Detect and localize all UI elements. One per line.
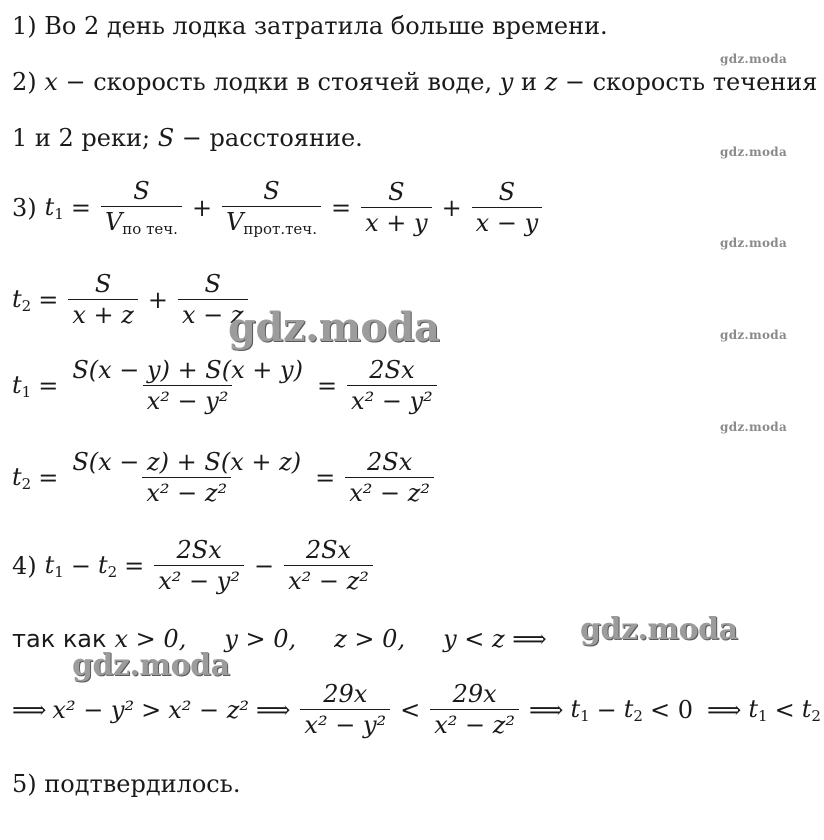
watermark-small-4: gdz.moda xyxy=(720,328,788,342)
text-rivers: 1 и 2 реки; xyxy=(12,124,158,152)
equals-sign: = xyxy=(315,464,336,492)
fraction-s-over-x-plus-y: $\frac{S}{x + y}$ xyxy=(361,180,431,236)
implies-arrow: ⟹ xyxy=(12,696,47,724)
text-since: так как xyxy=(12,625,107,653)
implies-arrow: ⟹ xyxy=(529,696,564,724)
fraction-2sx-over-x2-minus-y2: $\frac{2Sx}{\text{x² − y²}}$ xyxy=(154,538,244,594)
var-y: y xyxy=(499,68,514,96)
fraction-2sx-over-x2-minus-z2: $\frac{2Sx}{\text{x² − z²}}$ xyxy=(284,538,373,594)
less-than-sign: < xyxy=(774,696,795,724)
plus-sign: + xyxy=(147,286,168,314)
fraction-s-over-v-downstream: $\frac{S}{V_{по теч.}}$ xyxy=(101,179,182,238)
watermark-small-1: gdz.moda xyxy=(720,52,788,66)
condition-x-positive: x > 0, xyxy=(114,625,187,653)
fraction-29x-over-x2-minus-z2: $\frac{29x}{\text{x² − z²}}$ xyxy=(430,682,519,738)
fraction-s-over-x-minus-y: $\frac{S}{x - y}$ xyxy=(472,180,542,236)
fraction-2sx-over-x2-minus-z2: $\frac{2Sx}{\text{x² − z²}}$ xyxy=(345,450,434,506)
t2-symbol: $t_2$ xyxy=(801,695,821,725)
implies-arrow: ⟹ xyxy=(706,696,742,724)
line-3-definitions xyxy=(12,126,363,150)
greater-than-sign: > xyxy=(141,696,162,724)
var-z: z xyxy=(544,68,558,96)
equals-sign: = xyxy=(38,286,59,314)
minus-sign: − xyxy=(253,552,275,580)
fraction-s-over-v-upstream: $\frac{S}{V_{прот.теч.}}$ xyxy=(222,179,321,238)
var-x: x xyxy=(44,68,58,96)
equation-t2-expanded xyxy=(12,446,437,510)
t1-symbol: $t_1$ xyxy=(748,695,768,725)
t1-symbol: $t_1$ xyxy=(44,551,64,581)
watermark-small-2: gdz.moda xyxy=(720,145,788,159)
equals-sign: = xyxy=(316,372,338,400)
t1-symbol: $t_1$ xyxy=(44,193,64,223)
line-5-confirmed: 5) подтвердилось. xyxy=(12,770,241,798)
t1-symbol: $t_1$ xyxy=(12,371,32,401)
expr-x2-minus-z2: x² − z² xyxy=(168,696,250,724)
fraction-2sx-over-x2-minus-y2: $\frac{2Sx}{\text{x² − y²}}$ xyxy=(347,358,437,414)
t2-symbol: $t_2$ xyxy=(97,551,118,581)
step-2-label: 2) xyxy=(12,68,37,96)
text-current-speed: − скорость течения xyxy=(557,68,818,96)
equation-difference xyxy=(12,534,376,598)
equals-sign: = xyxy=(38,464,59,492)
var-s: S xyxy=(157,124,175,152)
watermark-large-2: gdz.moda xyxy=(580,612,738,647)
text-distance: − расстояние. xyxy=(174,124,363,152)
watermark-small-3: gdz.moda xyxy=(720,236,788,250)
step-3-label: 3) xyxy=(12,194,37,222)
minus-sign: − xyxy=(70,552,91,580)
expr-x2-minus-y2: x² − y² xyxy=(52,696,135,724)
t1-symbol: $t_1$ xyxy=(570,695,590,725)
t2-symbol: $t_2$ xyxy=(623,695,643,725)
text-boat-speed: − скорость лодки в стоячей воде, xyxy=(57,68,500,96)
watermark-large-1: gdz.moda xyxy=(228,304,440,351)
t2-symbol: $t_2$ xyxy=(12,463,32,493)
equation-t1-expanded xyxy=(12,354,440,418)
step-4-label: 4) xyxy=(12,552,37,580)
fraction-29x-over-x2-minus-y2: $\frac{29x}{\text{x² − y²}}$ xyxy=(300,682,390,738)
fraction-combined-z: $\frac{S(x - z) + S(x + z)}{\text{x² − z²}}$ xyxy=(72,447,302,507)
condition-y-positive: y > 0, xyxy=(224,625,297,653)
condition-y-less-z: y < z ⟹ xyxy=(443,625,547,653)
fraction-s-over-x-minus-z: $\frac{S}{x - z}$ xyxy=(178,272,248,328)
equation-t2-definition xyxy=(12,268,251,332)
equals-sign: = xyxy=(38,372,59,400)
fraction-s-over-x-plus-z: $\frac{S}{x + z}$ xyxy=(68,272,138,328)
text-and: и xyxy=(513,68,545,96)
equation-t1-definition xyxy=(12,176,545,240)
equals-sign: = xyxy=(124,552,145,580)
watermark-large-3: gdz.moda xyxy=(72,648,230,683)
implies-arrow: ⟹ xyxy=(256,696,291,724)
fraction-combined-y: $\frac{S(x - y) + S(x + y)}{\text{x² − y²}}$ xyxy=(72,355,303,415)
plus-sign: + xyxy=(191,194,213,222)
minus-sign: − xyxy=(596,696,617,724)
inequality-chain xyxy=(12,678,821,742)
t2-symbol: $t_2$ xyxy=(12,285,32,315)
line-1-conclusion: 1) Во 2 день лодка затратила больше времени. xyxy=(12,12,608,40)
condition-z-positive: z > 0, xyxy=(334,625,406,653)
equals-sign: = xyxy=(330,194,352,222)
plus-sign: + xyxy=(441,194,462,222)
watermark-small-5: gdz.moda xyxy=(720,420,788,434)
less-than-zero: < 0 xyxy=(649,696,693,724)
less-than-sign: < xyxy=(400,696,421,724)
equals-sign: = xyxy=(70,194,91,222)
line-2-definitions xyxy=(12,70,817,94)
